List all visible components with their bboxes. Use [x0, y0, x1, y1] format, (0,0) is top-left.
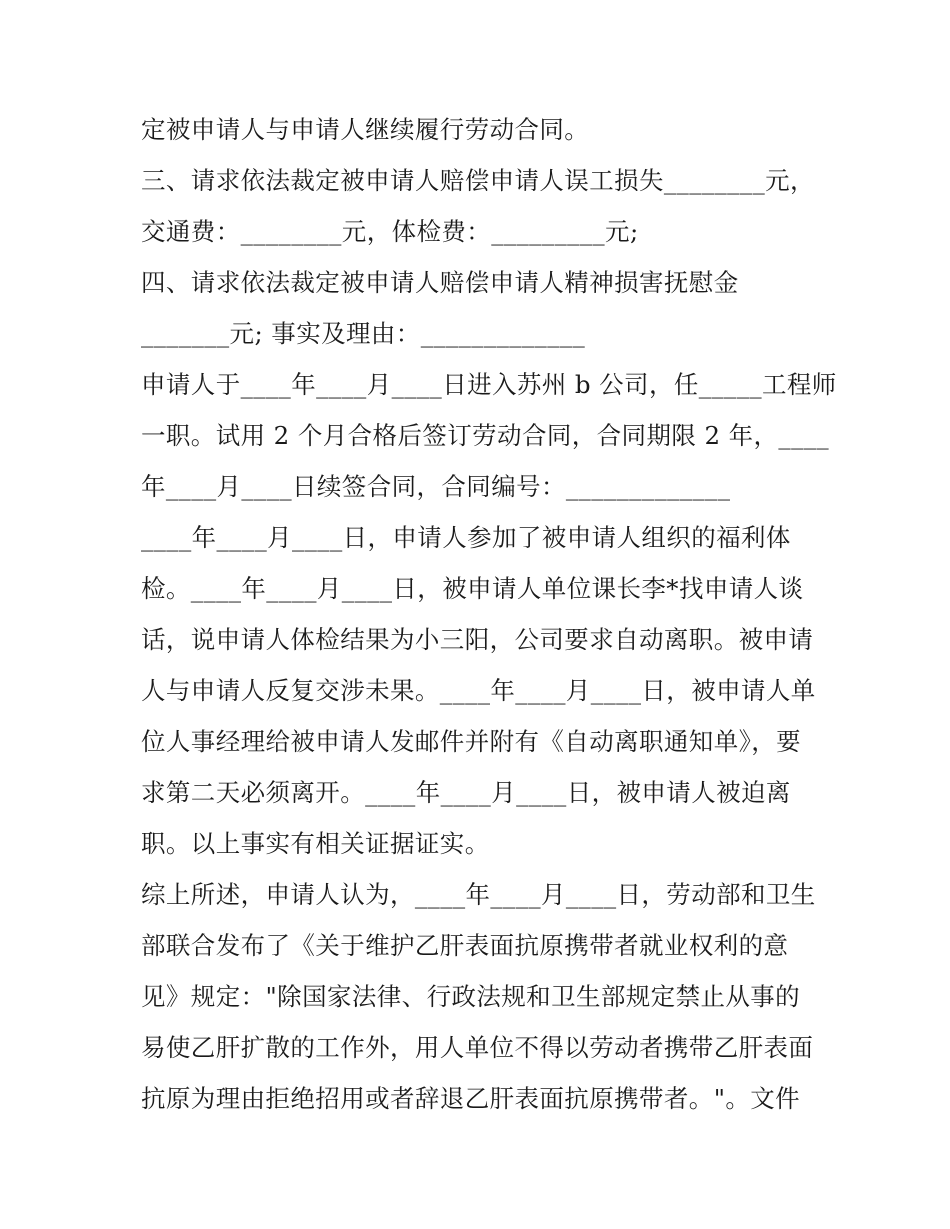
text-line: ____年____月____日，申请人参加了被申请人组织的福利体	[141, 523, 791, 552]
text-line: 检。____年____月____日，被申请人单位课长李*找申请人谈	[141, 574, 804, 603]
text-line: 一职。试用 2 个月合格后签订劳动合同，合同期限 2 年，____	[141, 421, 830, 450]
text-line: 见》规定："除国家法律、行政法规和卫生部规定禁止从事的	[141, 982, 801, 1011]
text-line: 求第二天必须离开。____年____月____日，被申请人被迫离	[141, 778, 791, 807]
text-line: 位人事经理给被申请人发邮件并附有《自动离职通知单》，要	[141, 727, 802, 756]
text-line: 职。以上事实有相关证据证实。	[141, 829, 490, 858]
text-line: 年____月____日续签合同，合同编号：_____________	[141, 472, 731, 501]
text-line: 易使乙肝扩散的工作外，用人单位不得以劳动者携带乙肝表面	[141, 1033, 814, 1062]
text-line: 交通费：________元，体检费：_________元;	[141, 217, 639, 246]
text-line: 三、请求依法裁定被申请人赔偿申请人误工损失________元，	[141, 166, 815, 195]
text-line: 抗原为理由拒绝招用或者辞退乙肝表面抗原携带者。"。文件	[141, 1084, 801, 1113]
text-line: _______元; 事实及理由：_____________	[141, 319, 586, 348]
text-line: 部联合发布了《关于维护乙肝表面抗原携带者就业权利的意	[141, 931, 789, 960]
text-line: 话，说申请人体检结果为小三阳，公司要求自动离职。被申请	[141, 625, 814, 654]
text-line: 申请人于____年____月____日进入苏州 b 公司，任_____工程师	[141, 370, 837, 399]
text-line: 定被申请人与申请人继续履行劳动合同。	[141, 115, 590, 144]
text-line: 人与申请人反复交涉未果。____年____月____日，被申请人单	[141, 676, 816, 705]
text-line: 四、请求依法裁定被申请人赔偿申请人精神损害抚慰金	[141, 268, 739, 297]
text-line: 综上所述，申请人认为，____年____月____日，劳动部和卫生	[141, 880, 816, 909]
